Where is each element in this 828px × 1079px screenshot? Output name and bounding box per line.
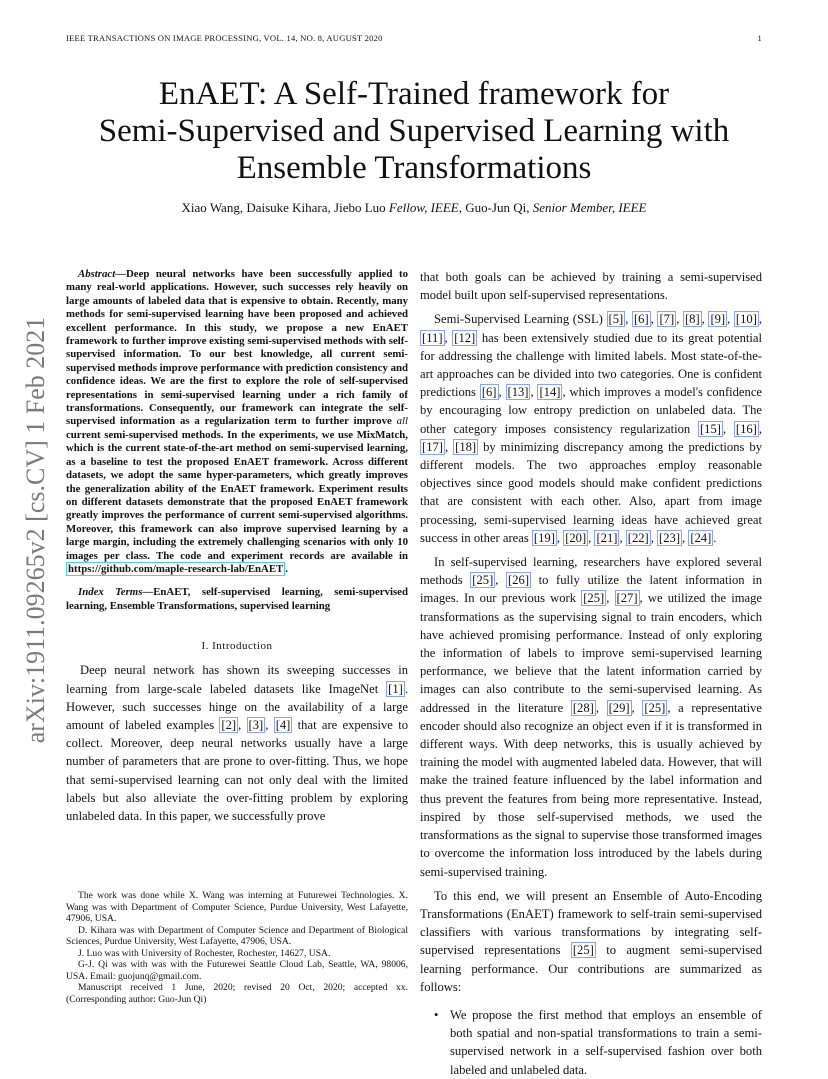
separator: , bbox=[556, 530, 564, 545]
separator: , bbox=[588, 530, 595, 545]
separator: , bbox=[701, 312, 709, 327]
separator: , bbox=[631, 700, 643, 715]
separator: , bbox=[606, 591, 615, 606]
citation-link[interactable]: [6] bbox=[633, 312, 649, 327]
intro-text-a: Deep neural network has shown its sweeping successes in learning from large-scale labeled datasets like ImageNet bbox=[66, 663, 408, 696]
citation-link[interactable]: [7] bbox=[659, 312, 675, 327]
separator: , bbox=[619, 530, 626, 545]
left-column bbox=[66, 268, 408, 825]
citation-link[interactable]: [25] bbox=[644, 700, 666, 715]
footnotes bbox=[66, 890, 408, 1005]
index-terms-text: —EnAET, self-supervised learning, semi-supervised learning, Ensemble Transformations, supervised learning bbox=[66, 586, 408, 612]
footnote: G-J. Qi was with was with the Futurewei Seattle Cloud Lab, Seattle, WA, 98006, USA. Email: guojunq@gmail.com. bbox=[66, 959, 408, 982]
citation-link[interactable]: [1] bbox=[388, 681, 403, 696]
citation-link[interactable]: [12] bbox=[454, 330, 476, 345]
separator: . bbox=[713, 530, 717, 545]
separator: , bbox=[498, 385, 506, 400]
separator: , bbox=[238, 717, 247, 732]
text: by minimizing discrepancy among the predictions by different models. The two approaches employ reasonable objectives since good models should make confident predictions that are consistent with each other. Also, apart from image processing, semi-supervised learning ideas have achieved great success in other areas bbox=[420, 439, 763, 545]
author-names-2: Guo-Jun Qi, bbox=[461, 200, 533, 215]
text: , we utilized the image transformations as the supervising signal to train encoders, which have achieved promising performance. Instead of only exploring the information of labels to improve semi-supervised learning performance, we believe that the latent information carried by images can also contribute to the semi-supervised learning. As addressed in the literature bbox=[420, 591, 762, 715]
text: In self-supervised learning, researchers have explored several methods bbox=[420, 555, 762, 588]
right-column bbox=[420, 268, 762, 1079]
text: has been extensively studied due to its great potential for addressing the challenge with limited labels. Most state-of-the-art approaches can be divided into two categories. One is confident predictions bbox=[420, 330, 763, 400]
intro-text-c: that are expensive to collect. Moreover, deep neural networks usually have a large number of parameters that are prone to over-fitting. Thus, we hope that semi-supervised learning can not only deal with the limited labels but also alleviate the over-fitting problem by exploring unlabeled data. In this paper, we successfully prove bbox=[66, 717, 408, 823]
citation-link[interactable]: [16] bbox=[735, 421, 757, 436]
arxiv-id: arXiv:1911.09265v2 [cs.CV] 1 Feb 2021 bbox=[21, 316, 50, 744]
citation-link[interactable]: [25] bbox=[472, 573, 494, 588]
citation-link[interactable]: [28] bbox=[572, 700, 594, 715]
citation-link[interactable]: [26] bbox=[508, 573, 530, 588]
citation-link[interactable]: [2] bbox=[221, 717, 237, 732]
separator: , bbox=[676, 312, 683, 327]
separator: , bbox=[650, 312, 658, 327]
self-supervised-paragraph bbox=[420, 553, 762, 881]
text: To this end, we will present an Ensemble of Auto-Encoding Transformations (EnAET) framework to self-train semi-supervised classifiers with various transformations by integrating self-supervised representations bbox=[420, 888, 762, 958]
citation-link[interactable]: [22] bbox=[627, 530, 649, 545]
text: to fully utilize the latent information in images. In our previous work bbox=[420, 573, 762, 606]
citation-link[interactable]: [13] bbox=[507, 385, 529, 400]
footnote: D. Kihara was with Department of Computer Science and Department of Biological Sciences, Purdue University, West Lafayette, 47906, USA. bbox=[66, 924, 408, 947]
citation-link[interactable]: [21] bbox=[596, 530, 618, 545]
text: Semi-Supervised Learning (SSL) bbox=[434, 312, 607, 327]
intro-paragraph bbox=[66, 661, 408, 825]
text: , which improves a model's confidence by encouraging low entropy prediction on unlabeled data. The other category imposes consistency regularization bbox=[420, 385, 762, 436]
separator: , bbox=[727, 312, 734, 327]
abstract bbox=[66, 268, 408, 576]
citation-link[interactable]: [10] bbox=[735, 312, 757, 327]
running-header bbox=[66, 33, 762, 43]
citation-link[interactable]: [15] bbox=[699, 421, 721, 436]
separator: , bbox=[595, 700, 607, 715]
separator: , bbox=[265, 717, 274, 732]
author-names-1: Xiao Wang, Daisuke Kihara, Jiebo Luo bbox=[181, 200, 389, 215]
citation-link[interactable]: [27] bbox=[616, 591, 638, 606]
separator: , bbox=[530, 385, 538, 400]
footnote: Manuscript received 1 June, 2020; revised 20 Oct, 2020; accepted xx. (Corresponding author: Guo-Jun Qi) bbox=[66, 982, 408, 1005]
separator: , bbox=[495, 573, 507, 588]
author-title-1: Fellow, IEEE, bbox=[388, 200, 462, 215]
separator: , bbox=[682, 530, 689, 545]
citation-link[interactable]: [17] bbox=[422, 439, 443, 454]
code-link[interactable]: https://github.com/maple-research-lab/EnAET bbox=[68, 562, 284, 575]
citation-link[interactable]: [14] bbox=[539, 385, 561, 400]
citation-link[interactable]: [29] bbox=[608, 700, 630, 715]
citation-link[interactable]: [25] bbox=[583, 591, 605, 606]
citation-link[interactable]: [20] bbox=[565, 530, 587, 545]
abstract-text-a: —Deep neural networks have been successfully applied to many real-world applications. However, such successes rely heavily on large amounts of labeled data that is expensive to obtain. Recently, many methods for semi-supervised learning have been proposed and achieved excellent performance. In this study, we propose a new EnAET framework to further improve existing semi-supervised methods with self-supervised information. To our best knowledge, all current semi-supervised methods improve performance with prediction consistency and confidence ideas. We are the first to explore the role of self-supervised representations in semi-supervised learning under a rich family of transformations. Consequently, our framework can integrate the self-supervised information as a regularization term to further improve bbox=[66, 268, 408, 428]
separator: , bbox=[758, 312, 763, 327]
citation-link[interactable]: [19] bbox=[533, 530, 555, 545]
separator: , bbox=[758, 421, 763, 436]
citation-link[interactable]: [3] bbox=[248, 717, 264, 732]
separator: , bbox=[722, 421, 734, 436]
text: , a representative encoder should also recognize an object even if it is transformed in different ways. With deep networks, this is usually achieved by training the model with augmented labeled data. However, that will make the trained feature influenced by the label information and thus prevent the features from being more representative. Instead, inspired by those self-supervised methods, we used the transformations as the signal to supervise those transformed images to overcome the information loss introduced by the labels during semi-supervised training. bbox=[420, 700, 763, 879]
abstract-emphasis: all bbox=[396, 415, 408, 428]
citation-link[interactable]: [4] bbox=[275, 717, 291, 732]
author-list bbox=[60, 200, 768, 216]
text: to augment semi-supervised learning performance. Our contributions are summarized as follows: bbox=[420, 943, 762, 994]
footnote: J. Luo was with University of Rochester, Rochester, 14627, USA. bbox=[78, 947, 331, 959]
citation-link[interactable]: [5] bbox=[608, 312, 624, 327]
citation-link[interactable]: [11] bbox=[422, 330, 443, 345]
citation-link[interactable]: [24] bbox=[690, 530, 712, 545]
title-line-3: Ensemble Transformations bbox=[236, 150, 592, 186]
title-line-2: Semi-Supervised and Supervised Learning with bbox=[98, 113, 730, 149]
title-line-1: EnAET: A Self-Trained framework for bbox=[158, 76, 670, 112]
citation-link[interactable]: [25] bbox=[572, 943, 594, 958]
citation-link[interactable]: [18] bbox=[455, 439, 477, 454]
paragraph-continuation: that both goals can be achieved by training a semi-supervised model built upon self-supervised representations. bbox=[420, 270, 762, 303]
separator: , bbox=[625, 312, 632, 327]
enaet-paragraph bbox=[420, 887, 762, 996]
citation-link[interactable]: [9] bbox=[710, 312, 726, 327]
page-number: 1 bbox=[757, 33, 762, 43]
abstract-text-c: . bbox=[285, 562, 288, 575]
abstract-label: Abstract bbox=[78, 268, 116, 280]
citation-link[interactable]: [23] bbox=[659, 530, 681, 545]
separator: , bbox=[444, 439, 454, 454]
separator: , bbox=[650, 530, 658, 545]
abstract-text-b: current semi-supervised methods. In the experiments, we use MixMatch, which is the current state-of-the-art method on semi-supervised learning, as a baseline to test the proposed EnAET framework. Across different datasets, we adopt the same hyper-parameters, which greatly improves the generalization ability of the EnAET framework. Experiment results on different datasets demonstrate that the proposed EnAET framework greatly improves the performance of current semi-supervised algorithms. Moreover, this framework can also improve supervised learning by a large margin, including the extremely challenging scenarios with only 10 images per class. The code and experiment records are available in bbox=[66, 428, 408, 562]
section-heading-introduction: I. Introduction bbox=[201, 640, 273, 653]
index-terms bbox=[66, 586, 408, 613]
citation-link[interactable]: [6] bbox=[481, 385, 497, 400]
separator: , bbox=[444, 330, 453, 345]
ssl-paragraph bbox=[420, 310, 762, 547]
contribution-bullet: • We propose the first method that employs an ensemble of both spatial and non-spatial transformations to train a semi-supervised network in a self-supervised fashion over both labeled and unlabeled data. bbox=[420, 1006, 762, 1079]
journal-name: IEEE TRANSACTIONS ON IMAGE PROCESSING, VOL. 14, NO. 8, AUGUST 2020 bbox=[66, 33, 383, 43]
footnote: The work was done while X. Wang was interning at Futurewei Technologies. X. Wang was with Department of Computer Science, Purdue University, West Lafayette, 47906, USA. bbox=[66, 890, 408, 924]
index-terms-label: Index Terms bbox=[78, 586, 143, 599]
citation-link[interactable]: [8] bbox=[684, 312, 700, 327]
intro-text-b: . However, such successes hinge on the availability of a large amount of labeled examples bbox=[66, 681, 408, 732]
author-title-2: Senior Member, IEEE bbox=[532, 200, 647, 215]
arxiv-stamp bbox=[18, 295, 54, 765]
paper-title bbox=[60, 76, 768, 187]
